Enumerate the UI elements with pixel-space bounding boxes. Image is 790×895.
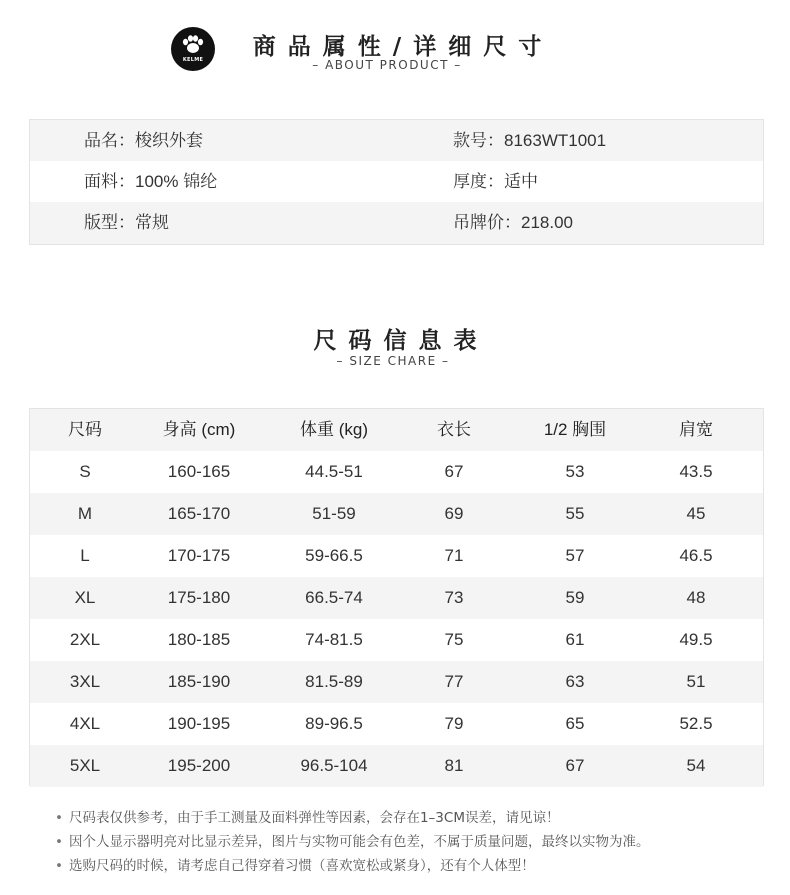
table-cell: S [79,462,91,481]
column-header: 1/2 胸围 [543,420,607,439]
table-row [30,703,763,745]
table-cell: 55 [565,504,585,523]
table-cell: 61 [565,630,585,649]
table-cell: XL [74,588,96,607]
note-text: 选购尺码的时候，请考虑自己得穿着习惯（喜欢宽松或紧身），还有个人体型！ [68,858,535,874]
table-cell: 69 [444,504,464,523]
table-cell: 66.5-74 [305,588,363,607]
table-cell: 71 [444,546,464,565]
table-cell: 190-195 [167,714,231,733]
attribute-fabric: 面料：100% 锦纶 [84,172,218,191]
attribute-style-number: 款号：8163WT1001 [453,131,607,150]
attribute-thickness: 厚度：适中 [453,172,538,191]
table-cell: 5XL [69,756,101,775]
attribute-table [29,119,764,245]
table-cell: 51 [686,672,706,691]
section-subtitle-size: – SIZE CHARE – [336,354,450,368]
table-cell: 46.5 [679,546,713,565]
table-cell: 75 [444,630,464,649]
table-cell: 81.5-89 [305,672,363,691]
attribute-fit: 版型：常规 [84,213,169,232]
table-cell: 65 [565,714,585,733]
attribute-tag-price: 吊牌价：218.00 [453,213,573,232]
table-cell: 67 [444,462,464,481]
attribute-row [30,202,763,244]
table-cell: 73 [444,588,464,607]
table-cell: 165-170 [167,504,231,523]
table-cell: 77 [444,672,464,691]
table-cell: 54 [686,756,706,775]
section-title-size: 尺码信息表 [313,328,489,354]
table-cell: 59-66.5 [305,546,363,565]
bullet-dot: • [55,810,63,826]
table-cell: 59 [565,588,585,607]
table-row [30,451,763,493]
table-cell: 44.5-51 [305,462,363,481]
section-subtitle-product: – ABOUT PRODUCT – [312,58,462,72]
table-cell: 53 [565,462,585,481]
table-row [30,661,763,703]
table-cell: 48 [686,588,706,607]
table-cell: 4XL [69,714,101,733]
bullet-dot: • [55,858,63,874]
note-item [55,854,649,878]
bullet-dot: • [55,834,63,850]
table-cell: 96.5-104 [300,756,368,775]
table-cell: 74-81.5 [305,630,363,649]
table-cell: 180-185 [167,630,231,649]
table-cell: 49.5 [679,630,713,649]
attribute-row [30,161,763,202]
attribute-name: 品名：梭织外套 [84,131,203,150]
table-cell: L [80,546,90,565]
size-table-header [30,409,763,451]
table-row [30,577,763,619]
table-row [30,745,763,787]
note-text: 尺码表仅供参考，由于手工测量及面料弹性等因素，会存在1–3CM误差，请见谅！ [68,810,560,826]
table-row [30,493,763,535]
notes-list [55,806,649,878]
column-header: 衣长 [437,420,471,439]
table-row [30,619,763,661]
table-cell: 160-165 [167,462,231,481]
table-cell: 67 [565,756,585,775]
section-title-product: 商品属性/详细尺寸 [252,34,554,60]
column-header: 尺码 [68,420,102,439]
note-item [55,806,649,830]
table-cell: 81 [444,756,464,775]
table-cell: 2XL [69,630,101,649]
table-cell: 57 [565,546,585,565]
table-cell: 170-175 [167,546,231,565]
column-header: 体重 (kg) [300,420,368,439]
attribute-row [30,120,763,161]
note-text: 因个人显示器明亮对比显示差异，图片与实物可能会有色差，不属于质量问题，最终以实物为准。 [68,834,650,850]
table-cell: 51-59 [312,504,356,523]
logo-text: KELME [182,57,204,63]
table-cell: 175-180 [167,588,231,607]
size-table [29,408,764,786]
table-cell: 43.5 [679,462,713,481]
column-header: 肩宽 [679,420,713,439]
table-cell: 63 [565,672,585,691]
table-cell: 45 [686,504,706,523]
table-cell: 185-190 [167,672,231,691]
table-cell: 195-200 [167,756,231,775]
table-cell: 52.5 [679,714,713,733]
column-header: 身高 (cm) [162,420,236,439]
table-cell: 79 [444,714,464,733]
note-item [55,830,649,854]
table-cell: M [77,504,93,523]
table-row [30,535,763,577]
table-cell: 3XL [69,672,101,691]
table-cell: 89-96.5 [305,714,363,733]
